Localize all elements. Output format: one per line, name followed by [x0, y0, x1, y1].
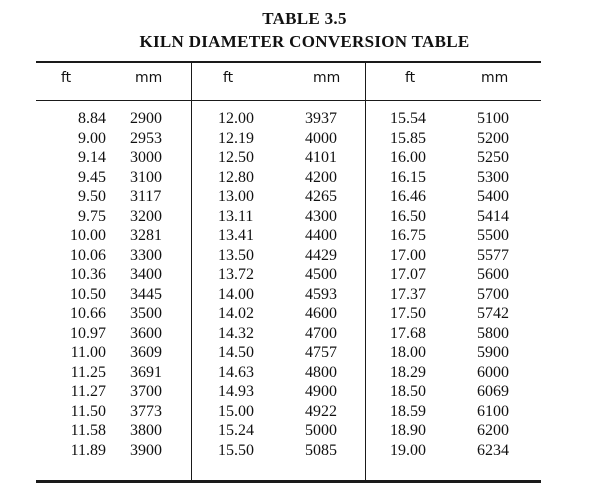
table-cell: 5300 [477, 168, 509, 186]
table-cell: 4000 [305, 129, 337, 147]
table-cell: 9.14 [78, 149, 106, 166]
table-cell: 17.37 [390, 285, 426, 303]
column-ft-1 [50, 109, 106, 460]
table-cell: 13.00 [218, 188, 254, 205]
table-cell: 5700 [477, 285, 509, 303]
table-cell: 4900 [305, 383, 337, 400]
header-ft-3: ft [405, 70, 416, 86]
table-cell: 17.50 [390, 305, 426, 322]
table-cell: 3400 [130, 266, 162, 283]
table-cell: 5742 [477, 305, 509, 322]
table-cell: 13.11 [218, 207, 254, 225]
table-cell: 5085 [305, 441, 337, 459]
table-cell: 16.15 [390, 168, 426, 186]
table-cell: 4800 [305, 363, 337, 381]
table-cell: 16.50 [390, 207, 426, 225]
table-cell: 3100 [130, 168, 162, 186]
column-divider-2 [365, 62, 366, 482]
table-cell: 2900 [130, 110, 162, 127]
table-cell: 3117 [130, 188, 162, 205]
table-cell: 3500 [130, 305, 162, 322]
table-cell: 3691 [130, 363, 162, 381]
table-cell: 3200 [130, 207, 162, 225]
table-cell: 12.50 [218, 149, 254, 166]
header-mm-2: mm [313, 70, 341, 86]
table-cell: 8.84 [78, 110, 106, 127]
table-number: TABLE 3.5 [262, 9, 347, 28]
column-divider-1 [191, 62, 192, 482]
table-cell: 3700 [130, 383, 162, 400]
table-cell: 4922 [305, 402, 337, 420]
table-cell: 4400 [305, 227, 337, 244]
table-cell: 11.25 [70, 363, 106, 381]
table-cell: 15.85 [390, 129, 426, 147]
table-cell: 14.00 [218, 285, 254, 303]
table-cell: 3800 [130, 422, 162, 439]
table-cell: 4600 [305, 305, 337, 322]
table-cell: 4265 [305, 188, 337, 205]
table-cell: 3773 [130, 402, 162, 420]
table-cell: 18.90 [390, 422, 426, 439]
table-cell: 14.32 [218, 324, 254, 342]
table-title: KILN DIAMETER CONVERSION TABLE [139, 32, 470, 51]
table-cell: 14.63 [218, 363, 254, 381]
table-cell: 16.46 [390, 188, 426, 205]
table-cell: 3300 [130, 246, 162, 264]
table-cell: 5500 [477, 227, 509, 244]
table-cell: 12.00 [218, 110, 254, 127]
table-cell: 17.68 [390, 324, 426, 342]
table-cell: 6234 [477, 441, 509, 459]
table-cell: 9.00 [78, 129, 106, 147]
table-cell: 5000 [305, 422, 337, 439]
table-cell: 11.58 [70, 422, 106, 439]
table-cell: 10.36 [70, 266, 106, 283]
table-cell: 5414 [477, 207, 509, 225]
table-cell: 13.41 [218, 227, 254, 244]
table-cell: 18.00 [390, 344, 426, 361]
table-cell: 5800 [477, 324, 509, 342]
table-cell: 10.00 [70, 227, 106, 244]
table-cell: 12.80 [218, 168, 254, 186]
table-cell: 14.50 [218, 344, 254, 361]
column-mm-2 [305, 109, 341, 460]
table-cell: 5400 [477, 188, 509, 205]
table-cell: 3937 [305, 110, 337, 127]
table-cell: 14.02 [218, 305, 254, 322]
header-rule [36, 100, 541, 101]
table-cell: 19.00 [390, 441, 426, 459]
table-cell: 5200 [477, 129, 509, 147]
table-cell: 4700 [305, 324, 337, 342]
table-cell: 3281 [130, 227, 162, 244]
column-mm-1 [130, 109, 166, 460]
table-cell: 4500 [305, 266, 337, 283]
table-cell: 11.89 [70, 441, 106, 459]
bottom-rule [36, 480, 541, 483]
column-mm-3 [477, 109, 513, 460]
table-cell: 14.93 [218, 383, 254, 400]
table-cell: 10.66 [70, 305, 106, 322]
table-cell: 3900 [130, 441, 162, 459]
table-cell: 12.19 [218, 129, 254, 147]
table-cell: 4757 [305, 344, 337, 361]
table-cell: 15.24 [218, 422, 254, 439]
table-cell: 15.50 [218, 441, 254, 459]
table-cell: 16.75 [390, 227, 426, 244]
table-cell: 9.75 [78, 207, 106, 225]
table-cell: 16.00 [390, 149, 426, 166]
table-cell: 18.50 [390, 383, 426, 400]
table-cell: 15.00 [218, 402, 254, 420]
table-cell: 10.50 [70, 285, 106, 303]
table-cell: 3000 [130, 149, 162, 166]
table-cell: 13.72 [218, 266, 254, 283]
table-cell: 5100 [477, 110, 509, 127]
table-cell: 15.54 [390, 110, 426, 127]
table-cell: 5900 [477, 344, 509, 361]
table-cell: 4429 [305, 246, 337, 264]
table-cell: 2953 [130, 129, 162, 147]
column-ft-2 [218, 109, 268, 460]
table-cell: 5600 [477, 266, 509, 283]
table-cell: 3445 [130, 285, 162, 303]
table-cell: 17.00 [390, 246, 426, 264]
table-cell: 9.45 [78, 168, 106, 186]
table-cell: 4593 [305, 285, 337, 303]
header-ft-1: ft [61, 70, 72, 86]
header-mm-3: mm [481, 70, 509, 86]
table-cell: 4101 [305, 149, 337, 166]
table-cell: 11.27 [70, 383, 106, 400]
header-mm-1: mm [135, 70, 163, 86]
table-cell: 10.97 [70, 324, 106, 342]
table-cell: 6100 [477, 402, 509, 420]
table-cell: 6000 [477, 363, 509, 381]
table-cell: 6069 [477, 383, 509, 400]
table-cell: 9.50 [78, 188, 106, 205]
table-cell: 18.59 [390, 402, 426, 420]
top-rule [36, 61, 541, 63]
table-cell: 4300 [305, 207, 337, 225]
table-cell: 4200 [305, 168, 337, 186]
table-cell: 18.29 [390, 363, 426, 381]
table-cell: 10.06 [70, 246, 106, 264]
table-cell: 3600 [130, 324, 162, 342]
table-cell: 11.00 [70, 344, 106, 361]
table-cell: 17.07 [390, 266, 426, 283]
table-cell: 13.50 [218, 246, 254, 264]
column-ft-3 [390, 109, 440, 460]
table-cell: 6200 [477, 422, 509, 439]
header-ft-2: ft [223, 70, 234, 86]
table-cell: 5577 [477, 246, 509, 264]
table-cell: 5250 [477, 149, 509, 166]
table-cell: 11.50 [70, 402, 106, 420]
table-cell: 3609 [130, 344, 162, 361]
